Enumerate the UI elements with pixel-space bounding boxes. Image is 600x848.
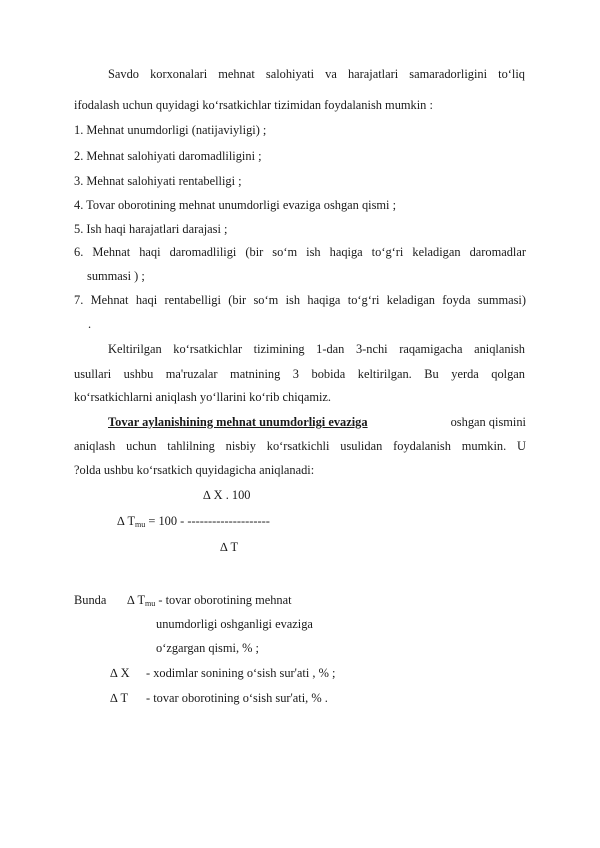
list-item: 5. Ish haqi harajatlari darajasi ; [74,222,228,236]
intro-line-2: ifodalash uchun quyidagi ko‘rsatkichlar tizimidan foydalanish mumkin : [74,98,433,112]
para2-line-2: usullari ushbu ma'ruzalar matnining 3 bobida keltirilgan. Bu yerda qolgan [74,367,525,381]
legend-sym2: ∆ X [110,666,130,680]
formula-row [117,513,270,533]
legend-bunda: Bunda [74,593,107,607]
para2-line-1: Keltirilgan ko‘rsatkichlar tizimining 1-dan 3-nchi raqamigacha aniqlanish [108,342,525,356]
intro-line-1: Savdo korxonalari mehnat salohiyati va harajatlari samaradorligini to‘liq [108,67,525,81]
legend-sym1: ∆ T [127,593,146,607]
list-item: 3. Mehnat salohiyati rentabelligi ; [74,174,242,188]
para3-line-1 [108,414,526,430]
list-item: 2. Mehnat salohiyati daromadliligini ; [74,149,262,163]
list-item: 6. Mehnat haqi daromadliligi (bir so‘m ish haqiga to‘g‘ri keladigan daromadlar [74,245,526,259]
legend-def3: - tovar oborotining o‘sish sur'ati, % . [146,691,328,705]
formula-lhs: ∆ T [117,514,136,528]
legend-sym3: ∆ T [110,691,129,705]
list-item-continuation: . [88,317,92,331]
list-item: 4. Tovar oborotining mehnat unumdorligi evaziga oshgan qismi ; [74,198,397,212]
formula-eq: = 100 - -------------------- [148,514,270,528]
para2-line-3: ko‘rsatkichlarni aniqlash yo‘llarini ko‘rib chiqamiz. [74,390,332,404]
underlined-term: Tovar aylanishining mehnat unumdorligi evaziga [108,415,368,429]
legend-symbol-1 [127,592,292,612]
list-item: 1. Mehnat unumdorligi (natijaviyligi) ; [74,123,267,137]
para3-line-1-rest: oshgan qismini [450,415,526,429]
para3-line-2: aniqlash uchun tahlilning nisbiy ko‘rsatkichli usulidan foydalanish mumkin. U [74,439,526,453]
legend-def2: - xodimlar sonining o‘sish sur'ati , % ; [146,666,336,680]
list-item-continuation: summasi ) ; [87,269,145,283]
formula-lhs-sub: mu [135,520,146,529]
legend-sym1-sub: mu [145,599,156,608]
formula-numerator: ∆ X . 100 [203,488,251,502]
legend-def1-b: unumdorligi oshganligi evaziga [156,617,313,631]
para3-line-3: ?olda ushbu ko‘rsatkich quyidagicha aniqlanadi: [74,463,315,477]
formula-denominator: ∆ T [220,540,239,554]
legend-def1-c: o‘zgargan qismi, % ; [156,641,260,655]
list-item: 7. Mehnat haqi rentabelligi (bir so‘m ish haqiga to‘g‘ri keladigan foyda summasi) [74,293,526,307]
legend-def1-a: - tovar oborotining mehnat [158,593,292,607]
